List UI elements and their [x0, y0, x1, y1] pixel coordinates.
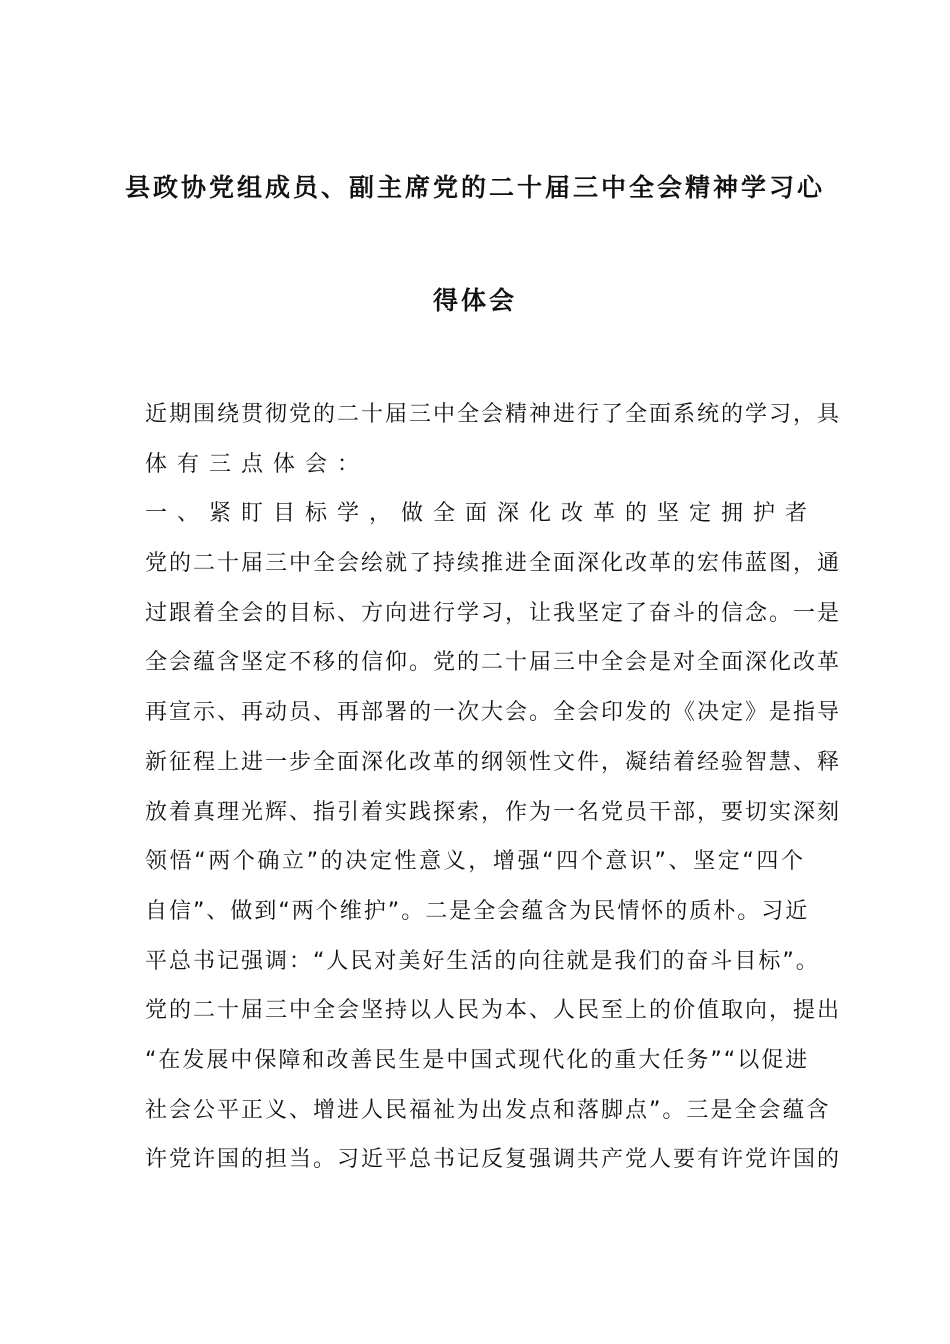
text-line: 党的二十届三中全会绘就了持续推进全面深化改革的宏伟蓝图，通 — [145, 551, 842, 577]
text-line: 新征程上进一步全面深化改革的纲领性文件，凝结着经验智慧、释 — [145, 749, 842, 775]
text-line: 党的二十届三中全会坚持以人民为本、人民至上的价值取向，提出 — [145, 998, 842, 1024]
document-title-line-2: 得体会 — [432, 286, 517, 315]
text-line: 全会蕴含坚定不移的信仰。党的二十届三中全会是对全面深化改革 — [145, 650, 842, 676]
text-line: “在发展中保障和改善民生是中国式现代化的重大任务”“以促进 — [145, 1047, 810, 1073]
text-line: 领悟“两个确立”的决定性意义，增强“四个意识”、坚定“四个 — [145, 849, 805, 875]
text-line: 许党许国的担当。习近平总书记反复强调共产党人要有许党许国的 — [145, 1147, 842, 1173]
text-line: 社会公平正义、增进人民福祉为出发点和落脚点”。三是全会蕴含 — [145, 1097, 831, 1123]
text-line: 自信”、做到“两个维护”。二是全会蕴含为民情怀的质朴。习近 — [145, 898, 810, 924]
text-line: 过跟着全会的目标、方向进行学习，让我坚定了奋斗的信念。一是 — [145, 600, 842, 626]
document-body — [145, 397, 842, 1192]
text-line: 放着真理光辉、指引着实践探索，作为一名党员干部，要切实深刻 — [145, 799, 842, 825]
text-line: 再宣示、再动员、再部署的一次大会。全会印发的《决定》是指导 — [145, 700, 842, 726]
text-line: 近期围绕贯彻党的二十届三中全会精神进行了全面系统的学习，具 — [145, 402, 842, 427]
text-line: 一、紧盯目标学，做全面深化改革的坚定拥护者 — [145, 501, 818, 527]
text-line: 体有三点体会： — [145, 451, 370, 477]
text-line: 平总书记强调：“人民对美好生活的向往就是我们的奋斗目标”。 — [145, 948, 820, 974]
document-title-line-1: 县政协党组成员、副主席党的二十届三中全会精神学习心 — [124, 173, 825, 202]
